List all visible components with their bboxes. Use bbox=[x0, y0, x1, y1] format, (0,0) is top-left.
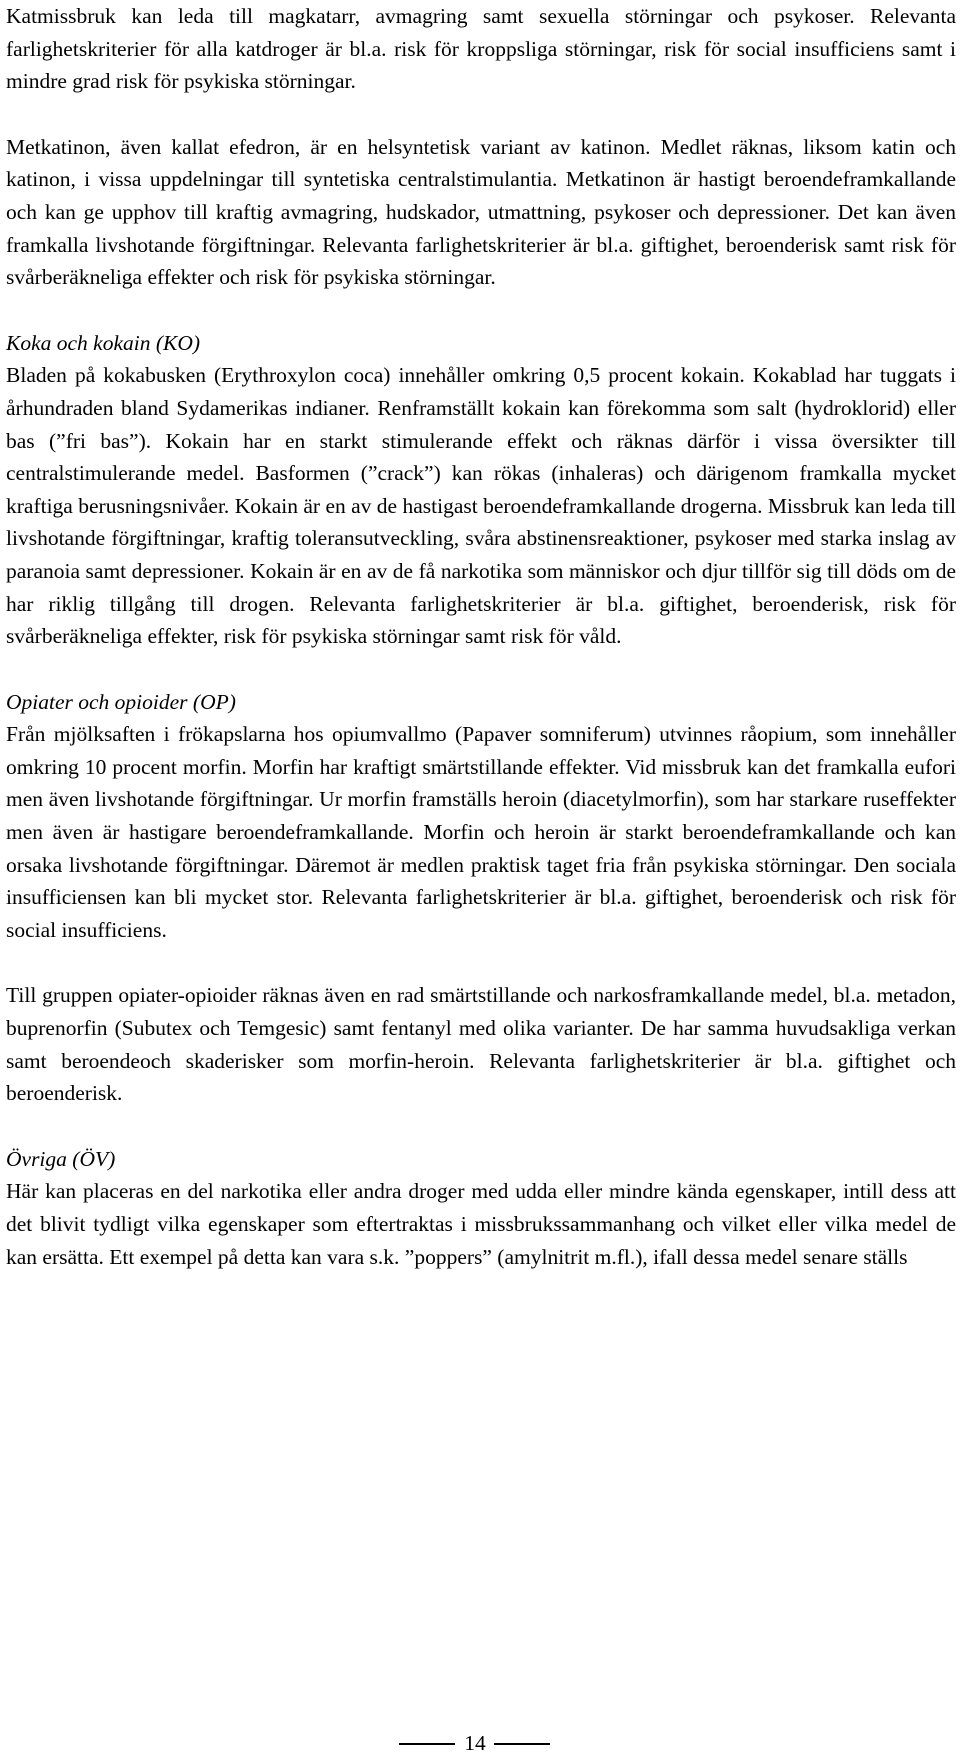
opiater-paragraph: Från mjölksaften i frökapslarna hos opiumvallmo (Papaver somniferum) utvinnes råopium, som innehåller omkring 10 procent morfin. Morfin har kraftigt smärtstillande effekter. Vid missbruk kan det framkalla eufori men även livshotande förgiftningar. Ur morfin framställs heroin (diacetylmorfin), som har starkare ruseffekter men även är hastigare beroendeframkallande. Morfin och heroin är starkt beroendeframkallande och kan orsaka livshotande förgiftningar. Däremot är medlen praktisk taget fria från psykiska störningar. Den sociala insufficiensen kan bli mycket stor. Relevanta farlighetskriterier är bl.a. giftighet, beroenderisk och risk för social insufficiens. bbox=[6, 722, 956, 942]
paragraph-gap bbox=[6, 946, 956, 979]
paragraph-gap bbox=[6, 653, 956, 686]
section-ovriga bbox=[6, 1143, 956, 1273]
paragraph-gap bbox=[6, 1110, 956, 1143]
section-heading-ovriga: Övriga (ÖV) bbox=[6, 1146, 116, 1171]
opiater-paragraph-2: Till gruppen opiater-opioider räknas även en rad smärtstillande och narkosframkallande medel, bl.a. metadon, buprenorfin (Subutex och Temgesic) samt fentanyl med olika varianter. De har samma huvudsakliga verkan samt beroendeoch skaderisker som morfin-heroin. Relevanta farlighetskriterier är bl.a. giftighet och beroenderisk. bbox=[6, 983, 956, 1106]
page-number: 14 bbox=[464, 1731, 486, 1755]
footer-rule-left bbox=[399, 1743, 455, 1745]
section-heading-opiater: Opiater och opioider (OP) bbox=[6, 689, 236, 714]
koka-paragraph: Bladen på kokabusken (Erythroxylon coca) innehåller omkring 0,5 procent kokain. Kokablad har tuggats i århundraden bland Sydamerikas indianer. Renframställt kokain kan förekomma som salt (hydroklorid) eller bas (”fri bas”). Kokain har en starkt stimulerande effekt och räknas därför i vissa översikter till centralstimulerande medel. Basformen (”crack”) kan rökas (inhaleras) och därigenom framkalla mycket kraftiga berusningsnivåer. Kokain är en av de hastigast beroendeframkallande drogerna. Missbruk kan leda till livshotande förgiftningar, kraftig toleransutveckling, svåra abstinensreaktioner, psykoser med starka inslag av paranoia samt depressioner. Kokain är en av de få narkotika som människor och djur tillför sig till döds om de har riklig tillgång till drogen. Relevanta farlighetskriterier är bl.a. giftighet, beroenderisk, risk för svårberäkneliga effekter, risk för psykiska störningar samt risk för våld. bbox=[6, 363, 956, 649]
document-page bbox=[6, 0, 956, 1273]
intro-paragraph: Katmissbruk kan leda till magkatarr, avmagring samt sexuella störningar och psykoser. Relevanta farlighetskriterier för alla katdroger är bl.a. risk för kroppsliga störningar, risk för social insufficiens samt i mindre grad risk för psykiska störningar. bbox=[6, 4, 956, 94]
paragraph-gap bbox=[6, 98, 956, 131]
section-heading-koka: Koka och kokain (KO) bbox=[6, 330, 201, 355]
ovriga-paragraph: Här kan placeras en del narkotika eller andra droger med udda eller mindre kända egenskaper, intill dess att det blivit tydligt vilka egenskaper som eftertraktas i missbrukssammanhang och vilket eller vilka medel de kan ersätta. Ett exempel på detta kan vara s.k. ”poppers” (amylnitrit m.fl.), ifall dessa medel senare ställs bbox=[6, 1179, 956, 1269]
page-footer bbox=[0, 1728, 960, 1758]
section-opiater bbox=[6, 686, 956, 1110]
paragraph-gap bbox=[6, 294, 956, 327]
metkatinon-paragraph: Metkatinon, även kallat efedron, är en helsyntetisk variant av katinon. Medlet räknas, liksom katin och katinon, i vissa uppdelningar till syntetiska centralstimulantia. Metkatinon är hastigt beroendeframkallande och kan ge upphov till kraftig avmagring, hudskador, utmattning, psykoser och depressioner. Det kan även framkalla livshotande förgiftningar. Relevanta farlighetskriterier är bl.a. giftighet, beroenderisk samt risk för svårberäkneliga effekter och risk för psykiska störningar. bbox=[6, 134, 956, 290]
section-koka bbox=[6, 327, 956, 653]
footer-rule-right bbox=[494, 1743, 550, 1745]
